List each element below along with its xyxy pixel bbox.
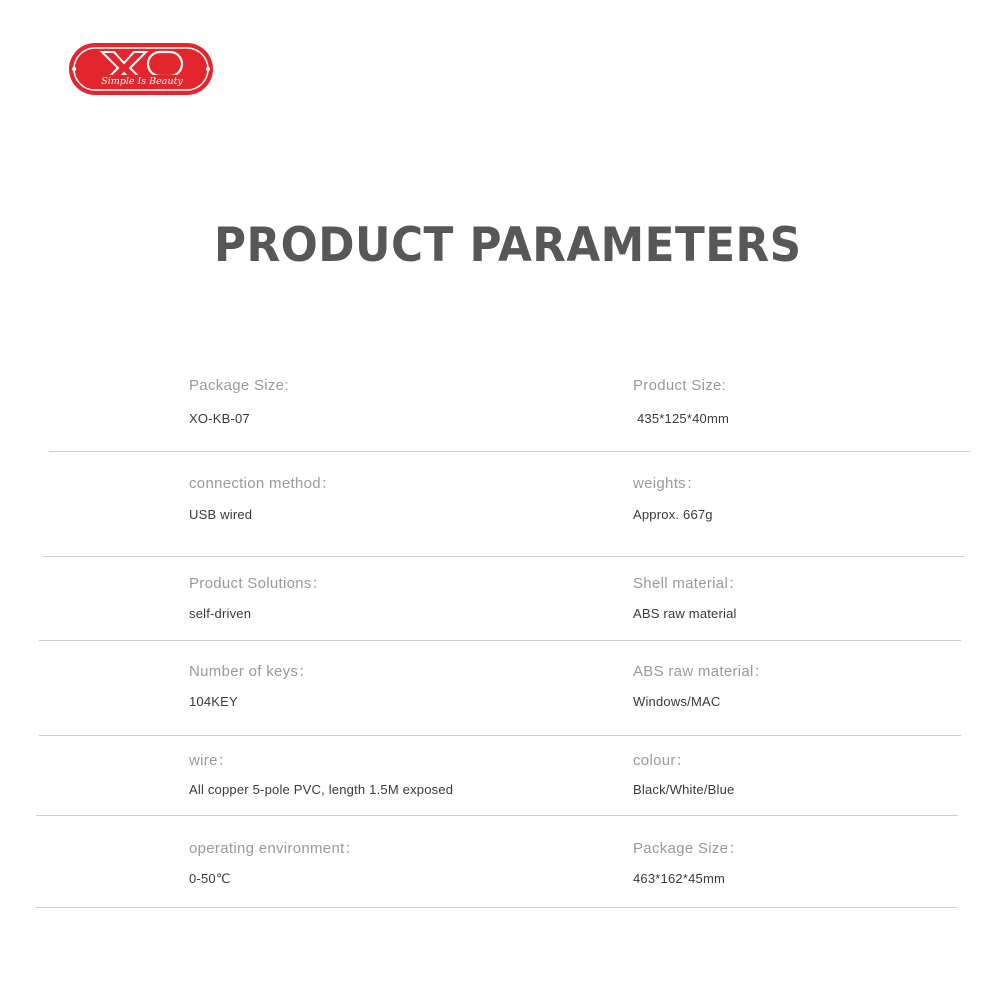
- param-label: wire：: [189, 752, 234, 769]
- row-divider: [42, 556, 964, 557]
- param-value: 0-50℃: [189, 871, 231, 886]
- param-value: USB wired: [189, 507, 253, 522]
- row-divider: [36, 815, 958, 816]
- param-value: ABS raw material: [633, 606, 737, 621]
- xo-logo: [68, 42, 214, 96]
- param-label: weights：: [633, 475, 702, 492]
- param-label: colour：: [633, 752, 691, 769]
- row-divider: [36, 907, 958, 908]
- param-label: Number of keys：: [189, 663, 314, 680]
- param-label: Product Solutions：: [189, 575, 327, 592]
- logo-tagline: Simple Is Beauty: [101, 76, 183, 87]
- row-divider: [39, 640, 961, 641]
- param-value: Black/White/Blue: [633, 782, 735, 797]
- row-divider: [39, 735, 961, 736]
- param-label: ABS raw material：: [633, 663, 769, 680]
- param-value: Approx. 667g: [633, 507, 713, 522]
- param-value: Windows/MAC: [633, 694, 721, 709]
- row-divider: [49, 451, 970, 452]
- param-value: 104KEY: [189, 694, 238, 709]
- param-label: Product Size:: [633, 377, 727, 394]
- param-value: XO-KB-07: [189, 411, 250, 426]
- param-value: 463*162*45mm: [633, 871, 726, 886]
- page-title: PRODUCT PARAMETERS: [214, 218, 802, 273]
- param-label: Shell material：: [633, 575, 744, 592]
- param-value: All copper 5-pole PVC, length 1.5M exposed: [189, 782, 454, 797]
- param-label: connection method：: [189, 475, 337, 492]
- param-label: Package Size：: [633, 840, 744, 857]
- param-label: Package Size:: [189, 377, 289, 394]
- param-label: operating environment：: [189, 840, 360, 857]
- param-value: self-driven: [189, 606, 252, 621]
- param-value: 435*125*40mm: [637, 411, 730, 426]
